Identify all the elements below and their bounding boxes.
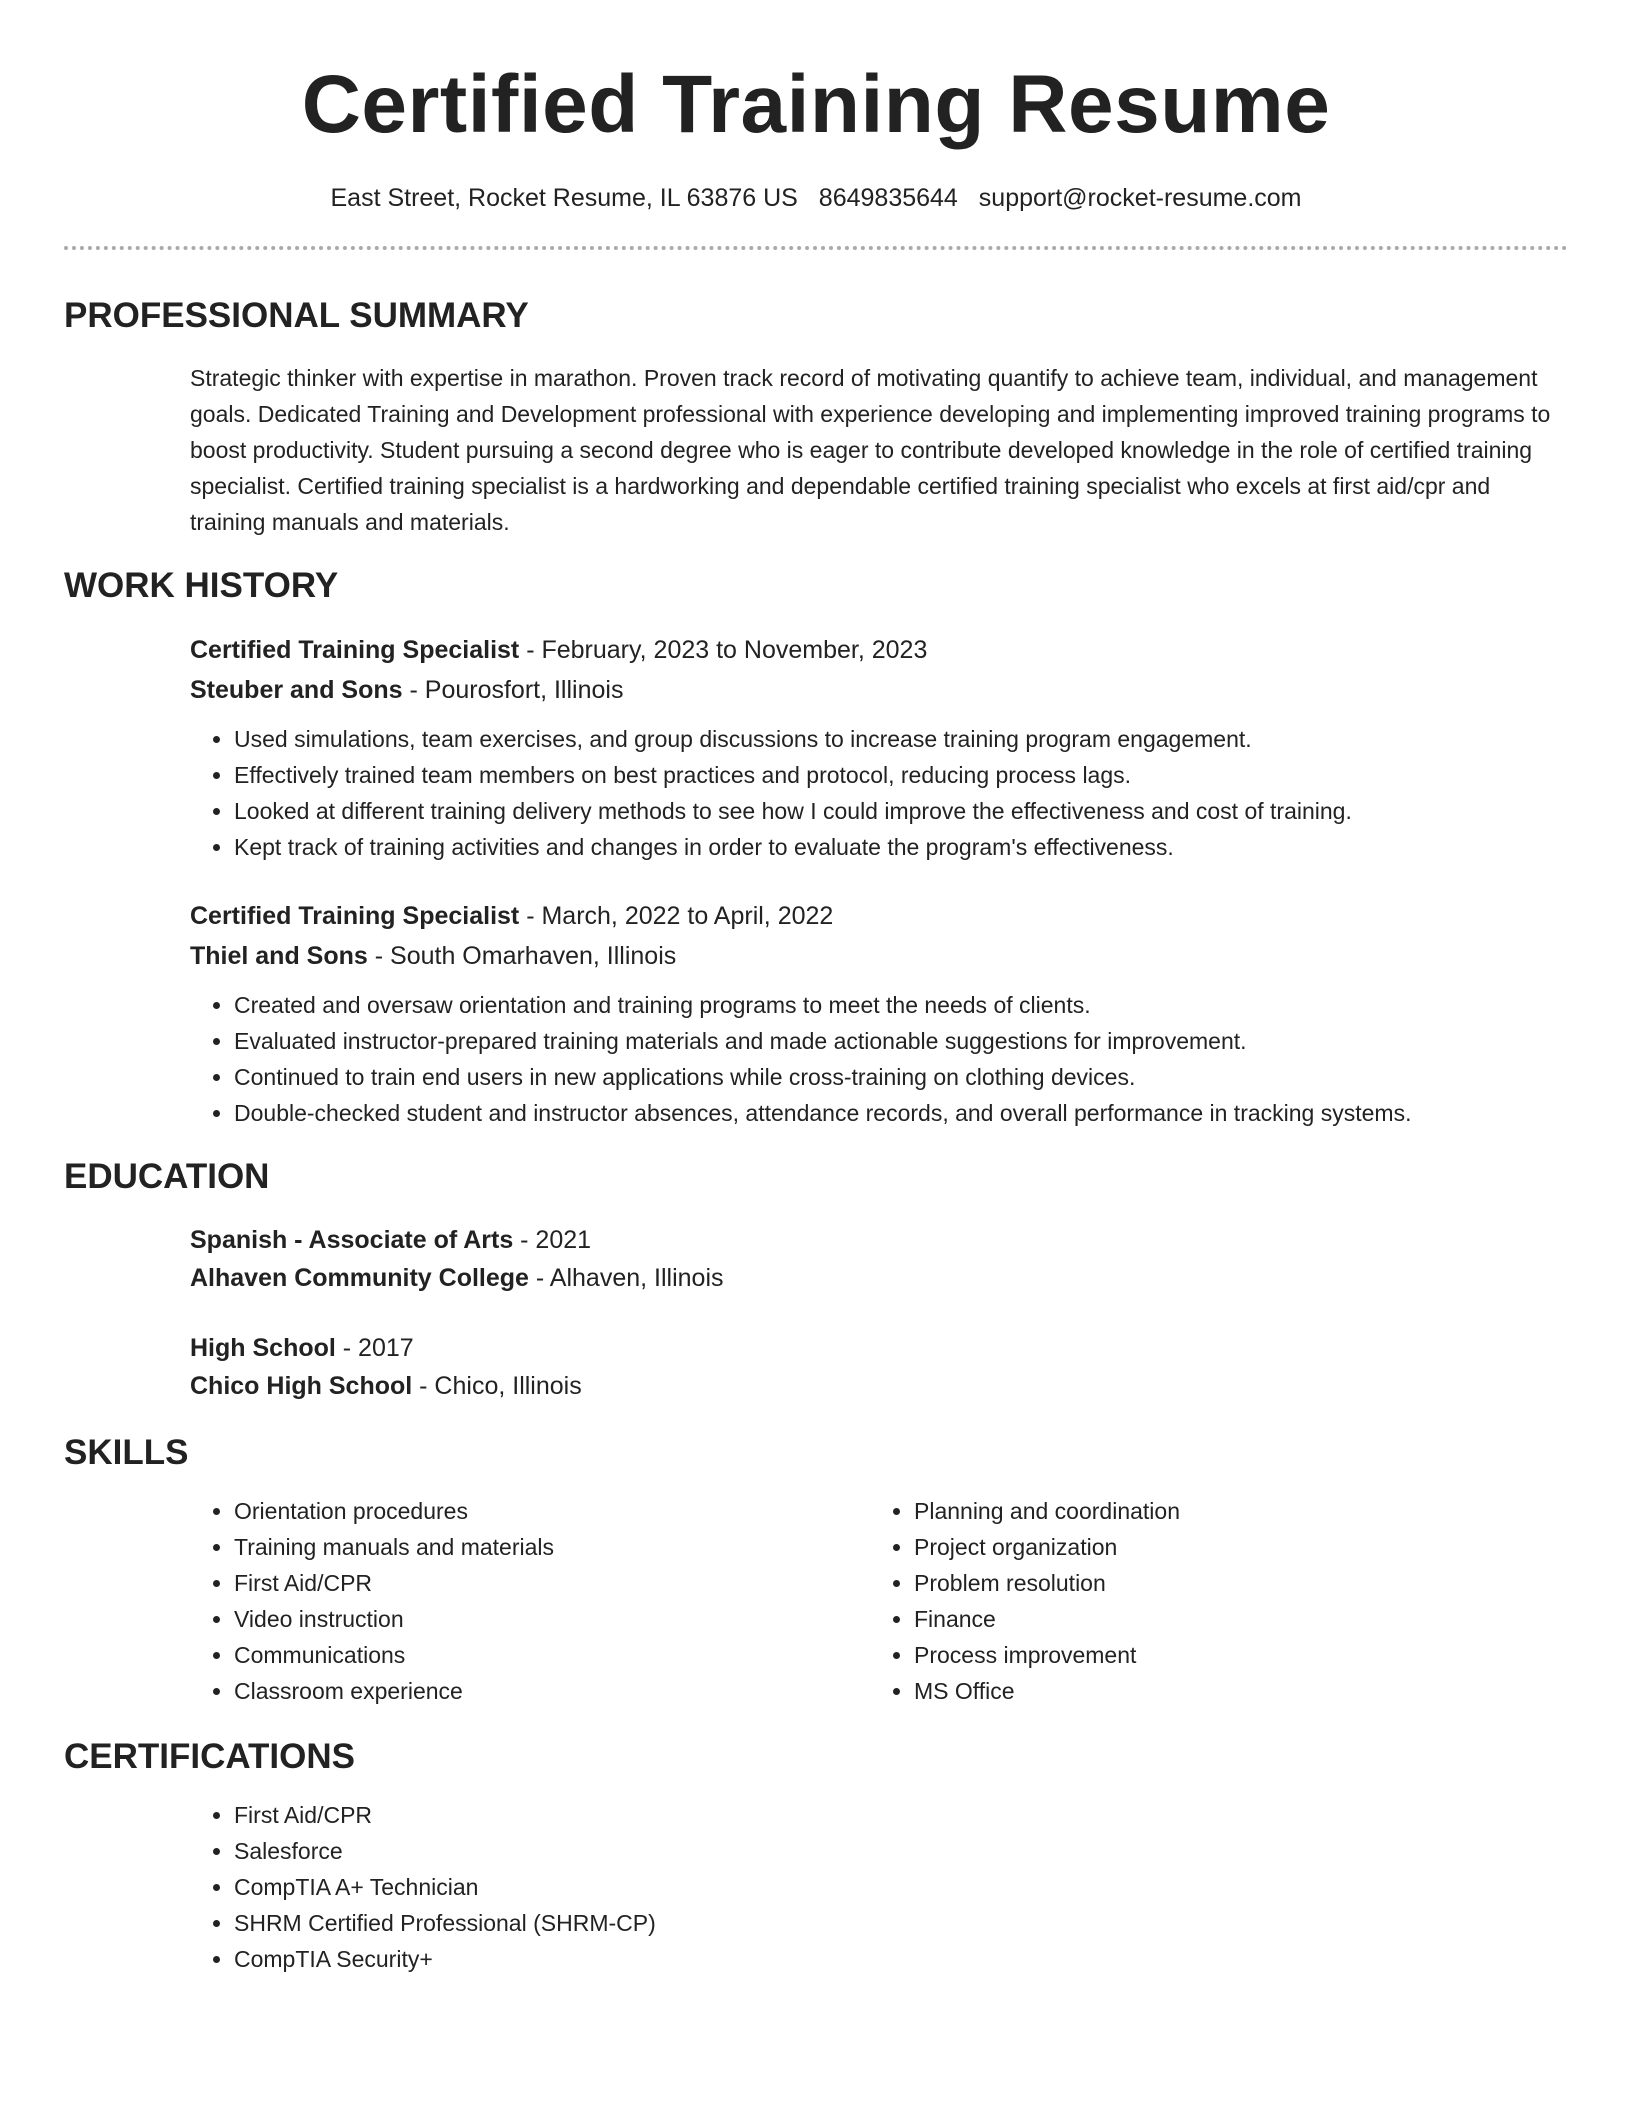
degree-name: Spanish - Associate of Arts	[190, 1226, 514, 1254]
skills-column-left	[190, 1493, 870, 1709]
work-history-section	[64, 564, 1568, 1131]
skill-item: • Training manuals and materials	[234, 1529, 870, 1565]
degree-year: - 2021	[513, 1226, 592, 1254]
contact-phone: 8649835644	[818, 184, 958, 212]
resume-title: Certified Training Resume	[301, 59, 1331, 150]
skills-body	[64, 1493, 1568, 1709]
school-line	[190, 1259, 1568, 1297]
summary-text: Strategic thinker with expertise in marathon. Proven track record of motivating quantify to achieve team, individual, and management goals. Dedicated Training and Development professional with experience developing and implementing improved training programs to boost productivity. Student pursuing a second degree who is eager to contribute developed knowledge in the role of certified training specialist. Certified training specialist is a hardworking and dependable certified training specialist who excels at first aid/cpr and training manuals and materials.	[190, 365, 1551, 535]
company-location: - Pourosfort, Illinois	[402, 676, 624, 704]
job-bullet: • Looked at different training delivery methods to see how I could improve the effectiveness and cost of training.	[234, 793, 1568, 829]
education-body	[64, 1221, 1568, 1405]
skill-item: • Classroom experience	[234, 1673, 870, 1709]
job-bullet: • Evaluated instructor-prepared training materials and made actionable suggestions for improvement.	[234, 1023, 1568, 1059]
degree-name: High School	[190, 1334, 336, 1362]
job-bullet: • Double-checked student and instructor absences, attendance records, and overall performance in tracking systems.	[234, 1095, 1568, 1131]
certification-item: • CompTIA Security+	[234, 1941, 1568, 1977]
certification-item: • Salesforce	[234, 1833, 1568, 1869]
school-name: Chico High School	[190, 1372, 413, 1400]
skills-heading: SKILLS	[64, 1433, 189, 1472]
education-section	[64, 1155, 1568, 1405]
skill-item: • Planning and coordination	[914, 1493, 1550, 1529]
degree-line	[190, 1329, 1568, 1367]
certifications-body	[64, 1797, 1568, 1977]
company-name: Thiel and Sons	[190, 942, 368, 970]
header-divider	[64, 246, 1568, 250]
certification-item: • CompTIA A+ Technician	[234, 1869, 1568, 1905]
contact-address: East Street, Rocket Resume, IL 63876 US	[330, 184, 798, 212]
company-location: - South Omarhaven, Illinois	[367, 942, 677, 970]
certification-item: • First Aid/CPR	[234, 1797, 1568, 1833]
skills-column-right	[870, 1493, 1550, 1709]
contact-email: support@rocket-resume.com	[978, 184, 1302, 212]
certifications-heading: CERTIFICATIONS	[64, 1737, 356, 1776]
skill-item: • First Aid/CPR	[234, 1565, 870, 1601]
job-bullet: • Effectively trained team members on best practices and protocol, reducing process lags.	[234, 757, 1568, 793]
skill-item: • Finance	[914, 1601, 1550, 1637]
work-history-heading: WORK HISTORY	[64, 566, 339, 605]
company-line	[190, 670, 1568, 710]
company-line	[190, 936, 1568, 976]
summary-heading: PROFESSIONAL SUMMARY	[64, 296, 529, 335]
school-location: - Chico, Illinois	[412, 1372, 582, 1400]
education-heading: EDUCATION	[64, 1157, 270, 1196]
job-dates: - March, 2022 to April, 2022	[519, 902, 834, 930]
education-entry	[190, 1221, 1568, 1297]
work-history-body	[64, 630, 1568, 1131]
job-bullets	[190, 987, 1568, 1131]
summary-body	[64, 360, 1568, 540]
degree-year: - 2017	[335, 1334, 414, 1362]
skill-item: • MS Office	[914, 1673, 1550, 1709]
contact-info	[64, 182, 1568, 214]
school-location: - Alhaven, Illinois	[528, 1264, 724, 1292]
job-title-line	[190, 896, 1568, 936]
school-line	[190, 1367, 1568, 1405]
school-name: Alhaven Community College	[190, 1264, 529, 1292]
job-bullets	[190, 721, 1568, 865]
skill-item: • Project organization	[914, 1529, 1550, 1565]
skills-list-right	[870, 1493, 1550, 1709]
job-bullet: • Created and oversaw orientation and training programs to meet the needs of clients.	[234, 987, 1568, 1023]
skill-item: • Process improvement	[914, 1637, 1550, 1673]
summary-section	[64, 294, 1568, 540]
certifications-section	[64, 1735, 1568, 1977]
skill-item: • Problem resolution	[914, 1565, 1550, 1601]
job-bullet: • Kept track of training activities and changes in order to evaluate the program's effectiveness.	[234, 829, 1568, 865]
job-dates: - February, 2023 to November, 2023	[519, 636, 928, 664]
skills-list-left	[190, 1493, 870, 1709]
certifications-list	[190, 1797, 1568, 1977]
certification-item: • SHRM Certified Professional (SHRM-CP)	[234, 1905, 1568, 1941]
skill-item: • Orientation procedures	[234, 1493, 870, 1529]
skill-item: • Communications	[234, 1637, 870, 1673]
job-entry	[190, 896, 1568, 1131]
job-title: Certified Training Specialist	[190, 636, 520, 664]
job-bullet: • Used simulations, team exercises, and group discussions to increase training program engagement.	[234, 721, 1568, 757]
skills-section	[64, 1431, 1568, 1709]
company-name: Steuber and Sons	[190, 676, 403, 704]
job-title-line	[190, 630, 1568, 670]
job-title: Certified Training Specialist	[190, 902, 520, 930]
job-entry	[190, 630, 1568, 865]
skill-item: • Video instruction	[234, 1601, 870, 1637]
education-entry	[190, 1329, 1568, 1405]
degree-line	[190, 1221, 1568, 1259]
job-bullet: • Continued to train end users in new applications while cross-training on clothing devices.	[234, 1059, 1568, 1095]
